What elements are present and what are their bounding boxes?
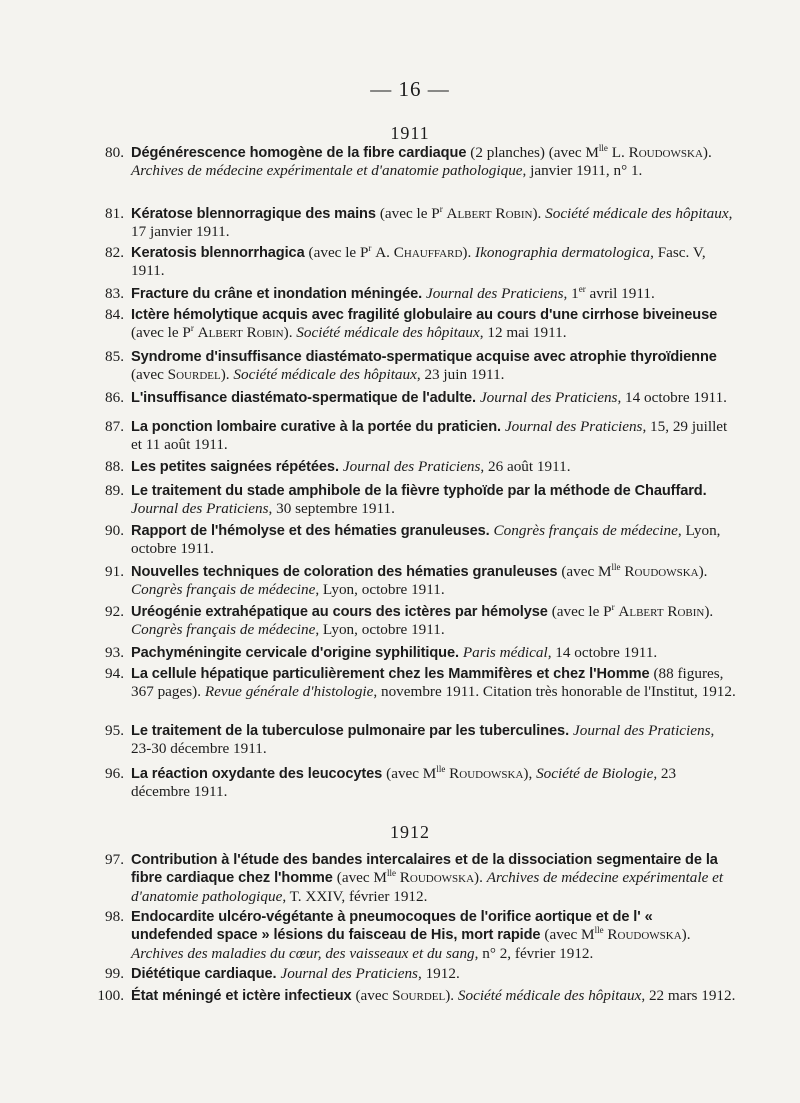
entry-title: Pachyméningite cervicale d'origine syphilitique. — [131, 645, 463, 661]
entry-number: 85. — [105, 348, 124, 365]
bibliography-entry — [88, 644, 738, 662]
entry-detail: (avec — [131, 366, 168, 384]
coauthor-name: Albert Robin — [446, 205, 533, 222]
coauthor-name: Albert Robin — [618, 603, 705, 620]
entry-detail: (88 figures, 367 pages). — [131, 665, 724, 701]
entry-detail: (avec le P — [308, 244, 369, 261]
journal-name: Ikonographia dermatologica — [475, 244, 651, 261]
entry-text — [131, 851, 738, 906]
entry-detail: (avec M — [544, 926, 595, 944]
journal-name: Congrès français de médecine — [131, 581, 316, 599]
entry-detail: ). — [698, 563, 708, 580]
superscript: lle — [594, 925, 604, 936]
year-heading-1911: 1911 — [390, 123, 430, 143]
entry-text — [131, 603, 738, 640]
entry-title: Keratosis blennorrhagica — [131, 245, 309, 261]
bibliography-entry — [88, 285, 738, 303]
superscript: lle — [386, 868, 396, 879]
entry-title: Le traitement de la tuberculose pulmonaire par les tuberculines. — [131, 723, 573, 739]
entry-text — [131, 306, 738, 343]
entry-detail: (2 planches) (avec M — [470, 144, 599, 161]
entry-detail: , 30 septembre 1911. — [268, 500, 395, 518]
entry-detail: (avec — [355, 987, 393, 1004]
entry-detail: , 22 mars 1912. — [641, 987, 736, 1004]
entry-title: Contribution à l'étude des bandes intercalaires et de la dissociation segmentaire de la fibre cardiaque chez l'homme — [131, 852, 718, 887]
journal-name: Société de Biologie — [536, 765, 654, 782]
entry-number: 100. — [97, 987, 124, 1004]
entry-detail: ). — [445, 987, 458, 1004]
entry-title: La réaction oxydante des leucocytes — [131, 766, 387, 782]
entry-text — [131, 205, 738, 242]
bibliography-entry — [88, 144, 738, 181]
entry-detail: , Fasc. V, 1911. — [131, 244, 706, 280]
coauthor-name: Roudowska — [399, 869, 475, 887]
journal-name: Journal des Praticiens — [342, 458, 481, 475]
bibliography-entry — [88, 965, 738, 983]
coauthor-name: Roudowska — [624, 563, 699, 580]
entry-text — [131, 987, 738, 1005]
bibliography-entry — [88, 765, 738, 802]
journal-name: Journal des Praticiens — [504, 418, 643, 435]
entry-detail: (avec le P — [131, 324, 191, 342]
entry-detail: ), — [523, 765, 537, 782]
entry-detail: , 1 — [563, 285, 579, 302]
entry-number: 86. — [105, 389, 124, 406]
page-number: — 16 — — [370, 77, 450, 101]
entry-detail: , 12 mai 1911. — [479, 324, 567, 342]
entry-detail: (avec M — [336, 869, 387, 887]
entry-number: 99. — [105, 965, 124, 982]
entry-number: 96. — [105, 765, 124, 782]
journal-name: Journal des Praticiens — [131, 500, 269, 518]
bibliography-entry — [88, 418, 738, 455]
entry-title: Ictère hémolytique acquis avec fragilité globulaire au cours d'une cirrhose biveineuse — [131, 307, 718, 323]
superscript: r — [190, 323, 194, 334]
coauthor-name: Roudowska — [449, 765, 524, 782]
coauthor-name: Albert Robin — [197, 324, 284, 342]
journal-name: Société médicale des hôpitaux — [233, 366, 417, 384]
entry-number: 80. — [105, 144, 124, 161]
journal-name: Revue générale d'histologie — [204, 683, 374, 701]
journal-name: Journal des Praticiens — [280, 965, 418, 982]
bibliography-entry — [88, 563, 738, 600]
coauthor-name: Roudowska — [607, 926, 682, 944]
entry-title: Nouvelles techniques de coloration des hématies granuleuses — [131, 564, 562, 580]
entry-title: L'insuffisance diastémato-spermatique de l'adulte. — [131, 390, 480, 406]
entry-detail: , 1912. — [417, 965, 460, 982]
entry-title: Uréogénie extrahépatique au cours des ictères par hémolyse — [131, 604, 552, 620]
superscript: lle — [611, 561, 621, 572]
entry-detail: (avec M — [386, 765, 437, 782]
entry-text — [131, 348, 738, 385]
entry-detail: ). — [462, 244, 476, 261]
entry-text — [131, 722, 738, 759]
entry-detail: (avec le P — [551, 603, 612, 620]
journal-name: Congrès français de médecine — [493, 522, 678, 539]
entry-text — [131, 285, 738, 303]
entry-text — [131, 458, 738, 476]
entry-detail: , 23 juin 1911. — [416, 366, 505, 384]
bibliography-entry — [88, 458, 738, 476]
entry-detail: , T. XXIV, février 1912. — [282, 887, 428, 905]
entry-title: Dégénérescence homogène de la fibre cardiaque — [131, 145, 471, 161]
bibliography-entry — [88, 482, 738, 519]
entry-title: Syndrome d'insuffisance diastémato-spermatique acquise avec atrophie thyroïdienne — [131, 349, 717, 365]
entry-number: 91. — [105, 563, 124, 580]
entry-number: 90. — [105, 522, 124, 539]
entry-text — [131, 563, 738, 600]
entry-text — [131, 144, 738, 181]
bibliography-entry — [88, 348, 738, 385]
entry-text — [131, 389, 738, 407]
superscript: lle — [436, 763, 446, 774]
entry-detail: (avec le P — [379, 205, 440, 222]
entry-number: 95. — [105, 722, 124, 739]
coauthor-name: Sourdel — [392, 987, 446, 1004]
entry-text — [131, 418, 738, 455]
entry-detail: , Lyon, octobre 1911. — [315, 581, 445, 599]
entry-detail: , 23 décembre 1911. — [131, 765, 677, 801]
entry-number: 92. — [105, 603, 124, 620]
bibliography-entry — [88, 205, 738, 242]
entry-detail: ). — [532, 205, 546, 222]
entry-detail: , 14 octobre 1911. — [617, 389, 727, 406]
entry-title: Fracture du crâne et inondation méningée. — [131, 286, 427, 302]
entry-detail: ). — [283, 324, 297, 342]
bibliography-entry — [88, 908, 738, 963]
journal-name: Archives de médecine expérimentale et d'anatomie pathologique — [131, 869, 724, 905]
bibliography-entry — [88, 603, 738, 640]
entry-number: 88. — [105, 458, 124, 475]
entry-number: 97. — [105, 851, 124, 868]
entry-detail: (avec M — [561, 563, 612, 580]
entry-number: 83. — [105, 285, 124, 302]
entry-detail: ). — [704, 603, 714, 620]
entry-detail: , 23-30 décembre 1911. — [131, 722, 715, 758]
journal-name: Société médicale des hôpitaux — [296, 324, 480, 342]
journal-name: Société médicale des hôpitaux — [545, 205, 729, 222]
entry-detail: ). — [702, 144, 712, 161]
entry-detail: , 17 janvier 1911. — [131, 205, 733, 241]
entry-number: 87. — [105, 418, 124, 435]
coauthor-name: A. Chauffard — [375, 244, 463, 261]
entry-number: 82. — [105, 244, 124, 261]
entry-title: Rapport de l'hémolyse et des hématies granuleuses. — [131, 523, 494, 539]
journal-name: Archives des maladies du cœur, des vaisseaux et du sang — [131, 944, 475, 962]
coauthor-name: L. Roudowska — [611, 144, 703, 161]
journal-name: Journal des Praticiens — [426, 285, 564, 302]
entry-text — [131, 522, 738, 559]
journal-name: Archives de médecine expérimentale et d'anatomie pathologique — [131, 162, 523, 180]
journal-name: Journal des Praticiens — [479, 389, 618, 406]
superscript: r — [368, 242, 372, 253]
entry-detail: , Lyon, octobre 1911. — [315, 621, 445, 639]
entry-detail: avril 1911. — [585, 285, 655, 302]
entry-title: Le traitement du stade amphibole de la fièvre typhoïde par la méthode de Chauffard. — [131, 483, 707, 499]
entry-text — [131, 908, 738, 963]
entry-detail: ). — [681, 926, 691, 944]
entry-detail: ). — [474, 869, 487, 887]
entry-detail: , novembre 1911. Citation très honorable de l'Institut, 1912. — [373, 683, 736, 701]
bibliography-entry — [88, 665, 738, 702]
entry-detail: ). — [220, 366, 234, 384]
entry-detail: , Lyon, octobre 1911. — [131, 522, 721, 558]
superscript: lle — [598, 142, 608, 153]
superscript: r — [439, 203, 443, 214]
entry-number: 93. — [105, 644, 124, 661]
journal-name: Journal des Praticiens — [572, 722, 711, 739]
entry-title: Endocardite ulcéro-végétante à pneumocoques de l'orifice aortique et de l' « undefended space » lésions du faisceau de His, mort rapide — [131, 909, 653, 944]
entry-number: 81. — [105, 205, 124, 222]
entry-text — [131, 482, 738, 519]
entry-text — [131, 244, 738, 281]
entry-number: 98. — [105, 908, 124, 925]
entry-text — [131, 965, 738, 983]
superscript: er — [578, 283, 586, 294]
bibliography-entry — [88, 851, 738, 906]
entry-text — [131, 665, 738, 702]
bibliography-entry — [88, 306, 738, 343]
entry-text — [131, 765, 738, 802]
year-heading-1912: 1912 — [390, 822, 430, 842]
entry-number: 94. — [105, 665, 124, 682]
journal-name: Paris médical — [462, 644, 548, 661]
bibliography-entry — [88, 722, 738, 759]
entry-title: La cellule hépatique particulièrement chez les Mammifères et chez l'Homme — [131, 666, 654, 682]
entry-number: 89. — [105, 482, 124, 499]
entry-detail: , 15, 29 juillet et 11 août 1911. — [131, 418, 728, 454]
bibliography-entry — [88, 389, 738, 407]
entry-number: 84. — [105, 306, 124, 323]
entry-title: Les petites saignées répétées. — [131, 459, 343, 475]
bibliography-entry — [88, 244, 738, 281]
coauthor-name: Sourdel — [167, 366, 221, 384]
bibliography-entry — [88, 522, 738, 559]
entry-title: Diététique cardiaque. — [131, 966, 281, 982]
entry-detail: , 26 août 1911. — [480, 458, 571, 475]
entry-detail: , n° 2, février 1912. — [474, 944, 594, 962]
entry-detail: , 14 octobre 1911. — [547, 644, 658, 661]
entry-title: La ponction lombaire curative à la portée du praticien. — [131, 419, 505, 435]
entry-text — [131, 644, 738, 662]
entry-title: Kératose blennorragique des mains — [131, 206, 380, 222]
entry-title: État méningé et ictère infectieux — [131, 988, 356, 1004]
journal-name: Congrès français de médecine — [131, 621, 316, 639]
bibliography-entry — [88, 987, 738, 1005]
entry-detail: , janvier 1911, n° 1. — [522, 162, 643, 180]
superscript: r — [611, 601, 615, 612]
journal-name: Société médicale des hôpitaux — [457, 987, 642, 1004]
